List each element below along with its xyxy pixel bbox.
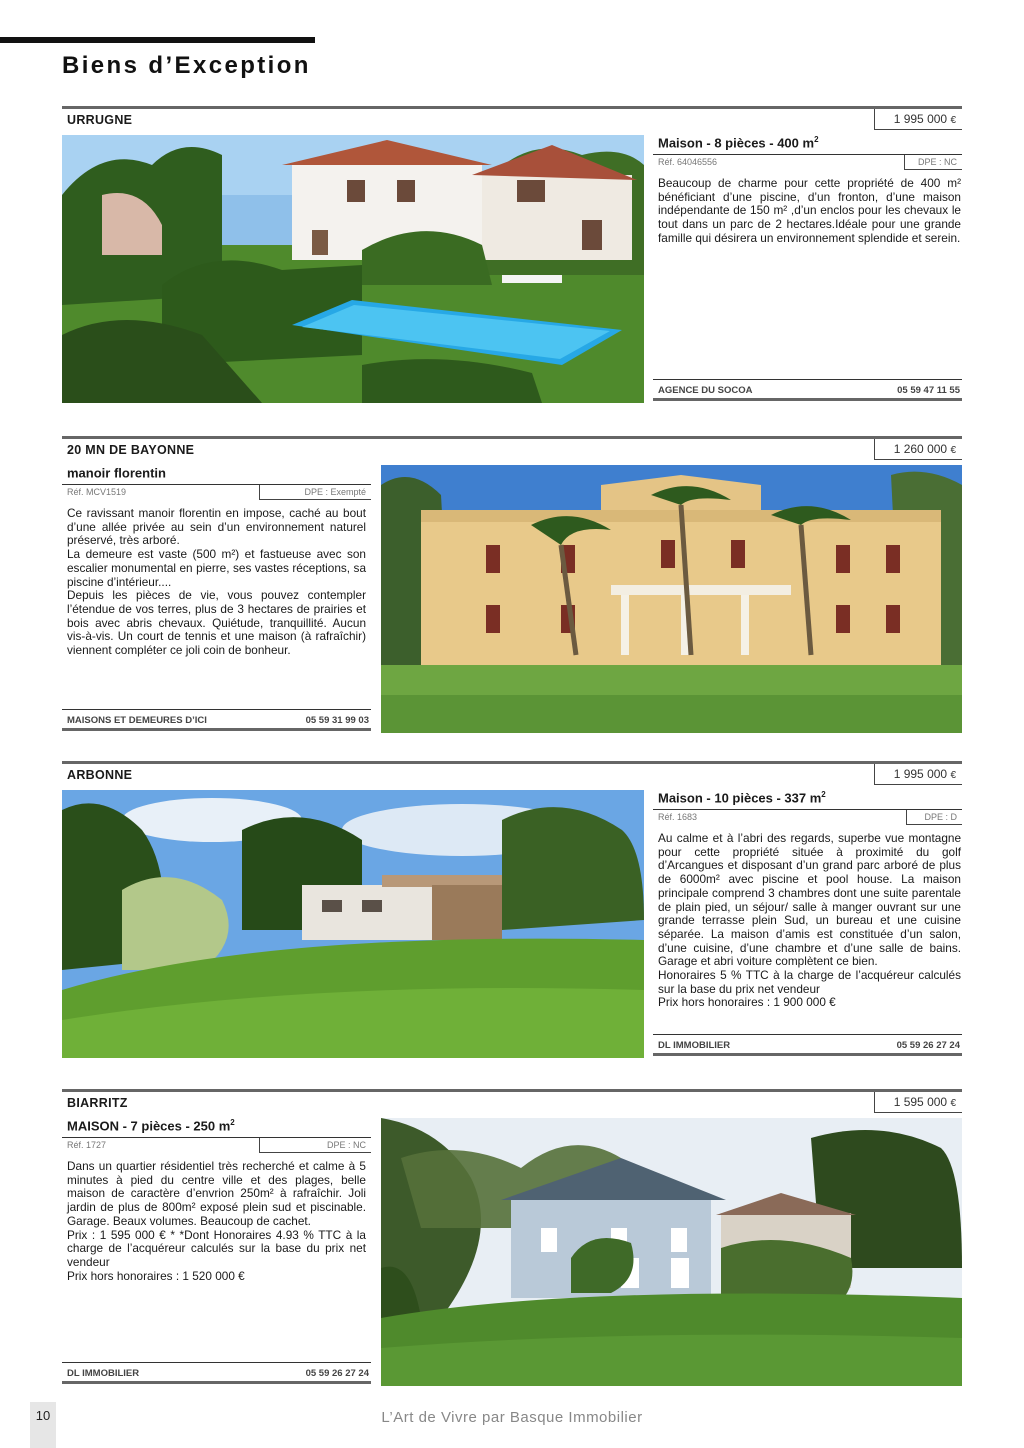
dpe-label: DPE : NC bbox=[904, 155, 962, 170]
dpe-label: DPE : D bbox=[906, 810, 962, 825]
description-paragraph: La demeure est vaste (500 m²) et fastueuse avec son escalier monumental en pierre, ses vastes réceptions, sa piscine d’intérieur.... bbox=[67, 547, 366, 589]
listing-city: ARBONNE bbox=[67, 768, 133, 782]
reference: Réf. 1727 bbox=[67, 1140, 107, 1150]
listing-city: 20 MN DE BAYONNE bbox=[67, 443, 195, 457]
listing-info bbox=[653, 135, 962, 406]
listing-header bbox=[62, 1089, 962, 1113]
description-paragraph: Ce ravissant manoir florentin en impose, caché au bout d’une allée privée au sein d’un environnement naturel préservé, très arboré. bbox=[67, 506, 366, 548]
property-type: manoir florentin bbox=[62, 465, 371, 485]
description-paragraph: Depuis les pièces de vie, vous pouvez contempler l’étendue de vos terres, plus de 3 hectares de prairies et bois avec abris chevaux. Quiétude, tranquillité. Aucun vis-à-vis. Un court de tennis et une maison (à rafraîchir) viennent compléter ce joli coin de bonheur. bbox=[67, 588, 366, 658]
agency-phone: 05 59 31 99 03 bbox=[305, 715, 369, 726]
listing-urrugne bbox=[62, 106, 962, 406]
description-paragraph: Dans un quartier résidentiel très recherché et calme à 5 minutes à pied du centre ville et des plages, belle maison de caractère d’envrion 250m² à rafraîchir. Joli jardin de plus de 800m² exposé plein sud et piscinable. Garage. Beaux volumes. Beaucoup de cachet. bbox=[67, 1159, 366, 1228]
listing-header bbox=[62, 436, 962, 460]
listing-info bbox=[653, 790, 962, 1061]
property-type: MAISON - 7 pièces - 250 $m^2$ bbox=[62, 1118, 371, 1138]
listing-price: 1 995 000 € bbox=[874, 109, 962, 130]
reference-row bbox=[62, 1138, 371, 1153]
listing-bayonne bbox=[62, 436, 962, 736]
listing-photo bbox=[62, 135, 644, 403]
listing-info bbox=[62, 465, 371, 735]
dpe-label: DPE : NC bbox=[259, 1138, 371, 1153]
reference-row bbox=[653, 810, 962, 825]
description-paragraph: Honoraires 5 % TTC à la charge de l’acquéreur calculés sur la base du prix net vendeur bbox=[658, 968, 961, 996]
agency-name: AGENCE DU SOCOA bbox=[658, 385, 753, 396]
reference-row bbox=[653, 155, 962, 170]
listing-city: BIARRITZ bbox=[67, 1096, 128, 1110]
property-type: Maison - 10 pièces - 337 $m^2$ bbox=[653, 790, 962, 810]
footer-tagline: L’Art de Vivre par Basque Immobilier bbox=[381, 1409, 643, 1426]
listing-city: URRUGNE bbox=[67, 113, 133, 127]
description-paragraph: Prix : 1 595 000 € * *Dont Honoraires 4.93 % TTC à la charge de l’acquéreur calculés sur la base du prix net vendeur bbox=[67, 1227, 366, 1269]
description-paragraph: Prix hors honoraires : 1 520 000 € bbox=[67, 1268, 245, 1283]
description-paragraph: Prix hors honoraires : 1 900 000 € bbox=[658, 995, 836, 1010]
listing-photo bbox=[381, 465, 962, 733]
agency-bar bbox=[62, 709, 371, 731]
agency-name: DL IMMOBILIER bbox=[658, 1040, 731, 1051]
agency-name: MAISONS ET DEMEURES D’ICI bbox=[67, 715, 207, 726]
top-rule bbox=[0, 37, 315, 43]
property-type: Maison - 8 pièces - 400 $m^2$ bbox=[653, 135, 962, 155]
page-number: 10 bbox=[35, 1408, 51, 1423]
listing-info bbox=[62, 1118, 371, 1388]
listing-header bbox=[62, 761, 962, 785]
agency-phone: 05 59 26 27 24 bbox=[305, 1368, 369, 1379]
description bbox=[67, 507, 366, 658]
description bbox=[67, 1160, 366, 1283]
listing-price: 1 260 000 € bbox=[874, 439, 962, 460]
description bbox=[658, 177, 961, 246]
listing-photo bbox=[62, 790, 644, 1058]
reference: Réf. 1683 bbox=[658, 812, 698, 822]
listing-biarritz bbox=[62, 1089, 962, 1389]
description-paragraph: Au calme et à l’abri des regards, superbe vue montagne pour cette propriété située à proximité du golf d’Arcangues et disposant d’un grand parc arboré de plus de 6000m² avec piscine et pool house. La maison principale comprend 3 chambres dont une suite parentale de plain pied, un séjour/ salle à manger ouvrant sur une grande terrasse plein Sud, un bureau et une cuisine séparée. La maison d’amis est constituée d’un salon, d’une cuisine, d’une chambre et d’une salle de bains. Garage et abri voiture complètent ce bien. bbox=[658, 831, 961, 969]
agency-bar bbox=[653, 379, 962, 401]
description bbox=[658, 832, 961, 1010]
agency-phone: 05 59 26 27 24 bbox=[896, 1040, 960, 1051]
agency-name: DL IMMOBILIER bbox=[67, 1368, 140, 1379]
listing-photo bbox=[381, 1118, 962, 1386]
listing-price: 1 595 000 € bbox=[874, 1092, 962, 1113]
dpe-label: DPE : Exempté bbox=[259, 485, 371, 500]
reference-row bbox=[62, 485, 371, 500]
reference: Réf. MCV1519 bbox=[67, 487, 127, 497]
listing-arbonne bbox=[62, 761, 962, 1061]
agency-bar bbox=[653, 1034, 962, 1056]
listing-header bbox=[62, 106, 962, 130]
listing-price: 1 995 000 € bbox=[874, 764, 962, 785]
description-paragraph: Beaucoup de charme pour cette propriété de 400 m² bénéficiant d’une piscine, d’un fronton, d’une maison indépendante de 150 m² ,d’un enclos pour les chevaux le tout dans un parc de 2 hectares.Idéale pour une grande famille qui désirera un environnement splendide et serein. bbox=[658, 176, 961, 245]
page-title: Biens d’Exception bbox=[62, 52, 311, 79]
reference: Réf. 64046556 bbox=[658, 157, 718, 167]
agency-phone: 05 59 47 11 55 bbox=[897, 385, 960, 396]
agency-bar bbox=[62, 1362, 371, 1384]
